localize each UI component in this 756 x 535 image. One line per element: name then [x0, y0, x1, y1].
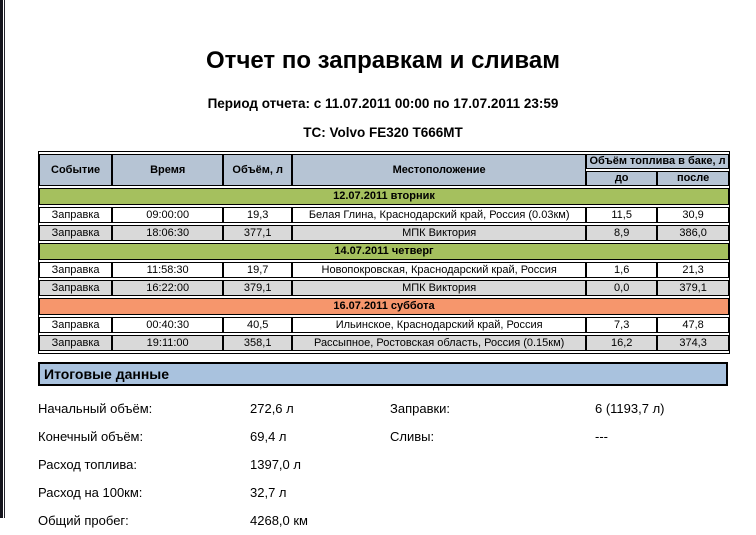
table-row: [39, 225, 729, 241]
totals-label: Конечный объём:: [38, 429, 144, 445]
totals-value: 6 (1193,7 л): [595, 401, 665, 417]
cell-after: 21,3: [657, 262, 729, 278]
totals-row: [38, 451, 728, 479]
totals-label: Расход на 100км:: [38, 485, 143, 501]
totals-value: 1397,0 л: [250, 457, 301, 473]
cell-event: Заправка: [39, 280, 112, 296]
col-header-volume: Объём, л: [223, 154, 292, 186]
cell-volume: 377,1: [223, 225, 292, 241]
totals-label: Начальный объём:: [38, 401, 153, 417]
cell-event: Заправка: [39, 335, 112, 351]
cell-event: Заправка: [39, 262, 112, 278]
totals-label: Общий пробег:: [38, 513, 129, 529]
date-band-label: 16.07.2011 суббота: [39, 298, 729, 315]
cell-before: 11,5: [586, 207, 657, 223]
cell-time: 00:40:30: [112, 317, 223, 333]
table-header: [39, 154, 729, 186]
col-header-time: Время: [112, 154, 223, 186]
cell-time: 09:00:00: [112, 207, 223, 223]
report-page: [38, 0, 728, 535]
totals-label: Заправки:: [390, 401, 451, 417]
table-row: [39, 335, 729, 351]
cell-location: Белая Глина, Краснодарский край, Россия (0.03км): [292, 207, 586, 223]
report-vehicle: ТС: Volvo FE320 Т666МТ: [303, 124, 463, 140]
cell-before: 16,2: [586, 335, 657, 351]
cell-after: 47,8: [657, 317, 729, 333]
cell-before: 0,0: [586, 280, 657, 296]
cell-after: 30,9: [657, 207, 729, 223]
totals-row: [38, 479, 728, 507]
cell-volume: 40,5: [223, 317, 292, 333]
cell-location: Новопокровская, Краснодарский край, Россия: [292, 262, 586, 278]
date-band-label: 14.07.2011 четверг: [39, 243, 729, 260]
cell-before: 7,3: [586, 317, 657, 333]
table-row: [39, 280, 729, 296]
totals-row: [38, 423, 728, 451]
page-title: Отчет по заправкам и сливам: [206, 47, 560, 74]
cell-volume: 19,7: [223, 262, 292, 278]
date-band-row: [39, 243, 729, 260]
totals-value: 32,7 л: [250, 485, 287, 501]
col-header-before: до: [586, 171, 657, 186]
report-period: Период отчета: с 11.07.2011 00:00 по 17.07.2011 23:59: [207, 95, 559, 111]
cell-after: 386,0: [657, 225, 729, 241]
totals-row: [38, 507, 728, 535]
cell-after: 379,1: [657, 280, 729, 296]
cell-event: Заправка: [39, 207, 112, 223]
cell-event: Заправка: [39, 225, 112, 241]
cell-after: 374,3: [657, 335, 729, 351]
cell-location: МПК Виктория: [292, 280, 586, 296]
window-edge: [0, 0, 5, 518]
report-table-body: [39, 188, 729, 351]
cell-location: Рассыпное, Ростовская область, Россия (0.15км): [292, 335, 586, 351]
totals-value: 272,6 л: [250, 401, 294, 417]
totals-section-header: Итоговые данные: [38, 362, 728, 386]
cell-location: МПК Виктория: [292, 225, 586, 241]
date-band-label: 12.07.2011 вторник: [39, 188, 729, 205]
cell-before: 1,6: [586, 262, 657, 278]
col-header-event: Событие: [39, 154, 112, 186]
cell-time: 18:06:30: [112, 225, 223, 241]
totals-value: 4268,0 км: [250, 513, 308, 529]
table-row: [39, 317, 729, 333]
table-row: [39, 207, 729, 223]
date-band-row: [39, 298, 729, 315]
table-row: [39, 262, 729, 278]
cell-time: 19:11:00: [112, 335, 223, 351]
cell-time: 11:58:30: [112, 262, 223, 278]
col-header-after: после: [657, 171, 729, 186]
cell-volume: 19,3: [223, 207, 292, 223]
totals-label: Сливы:: [390, 429, 435, 445]
cell-before: 8,9: [586, 225, 657, 241]
col-header-tank: Объём топлива в баке, л: [586, 154, 729, 169]
cell-location: Ильинское, Краснодарский край, Россия: [292, 317, 586, 333]
totals-grid: [38, 395, 728, 535]
cell-time: 16:22:00: [112, 280, 223, 296]
totals-value: 69,4 л: [250, 429, 287, 445]
date-band-row: [39, 188, 729, 205]
cell-event: Заправка: [39, 317, 112, 333]
totals-row: [38, 395, 728, 423]
totals-label: Расход топлива:: [38, 457, 137, 473]
totals-value: ---: [595, 429, 608, 445]
col-header-location: Местоположение: [292, 154, 586, 186]
cell-volume: 358,1: [223, 335, 292, 351]
cell-volume: 379,1: [223, 280, 292, 296]
refuel-table: [38, 151, 730, 354]
